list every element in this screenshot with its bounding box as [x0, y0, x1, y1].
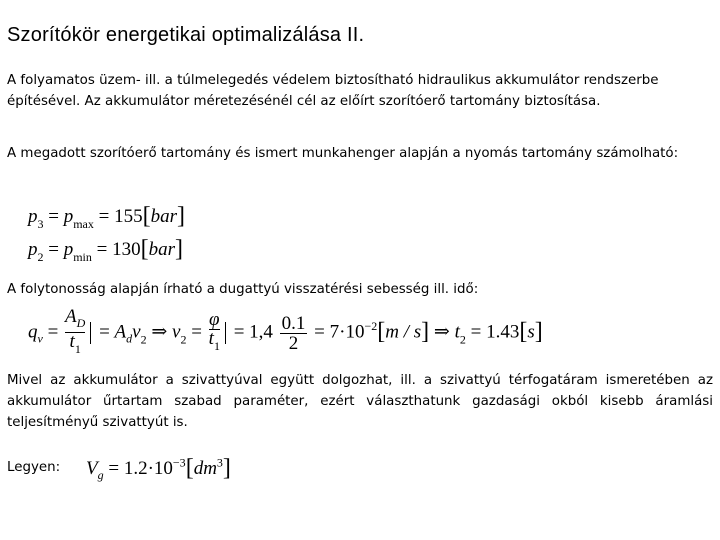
paragraph-pressure-range: A megadott szorítóerő tartomány és ismert munkahenger alapján a nyomás tartomány számolható: — [7, 146, 679, 161]
paragraph-pump-choice-tail: teljesítményű szivattyút is. — [7, 415, 188, 430]
equation-pmin: $p_2 = p_{min} = 130[bar]$ — [28, 236, 184, 264]
equation-continuity: $q_v$ = $\frac{A_D}{t_1}$ = $A_dv_2$ ⇒ $v_2$ = $\frac{\varphi}{t_1}$ = 1,4 $\frac{0.1}{2}$ = $7\cdot 10^{-2}[m / s]$ ⇒ $t_2 = 1.43[s]$ — [28, 306, 543, 356]
equation-volume: $V_g = 1.2\cdot 10^{-3}[dm^3]$ — [86, 455, 231, 482]
paragraph-continuity: A folytonosság alapján írható a dugattyú visszatérési sebesség ill. idő: — [7, 282, 479, 297]
paragraph-pump-choice-main: Mivel az akkumulátor a szivattyúval együtt dolgozhat, ill. a szivattyú térfogatáram ismeretében az akkumulátor űrtartam szabad paraméter, ezért választhatunk gazdasági okból kisebb áramlási — [7, 373, 713, 409]
legyen-label: Legyen: — [7, 460, 61, 475]
slide-title: Szorítókör energetikai optimalizálása II. — [7, 24, 365, 46]
paragraph-pump-choice — [7, 370, 713, 433]
paragraph-accumulator-intro: A folyamatos üzem- ill. a túlmelegedés védelem biztosítható hidraulikus akkumulátor rendszerbe építésével. Az akkumulátor méretezésénél cél az előírt szorítóerő tartomány biztosítása. — [7, 73, 659, 109]
equation-pmax: $p_3 = p_{max} = 155[bar]$ — [28, 203, 186, 231]
